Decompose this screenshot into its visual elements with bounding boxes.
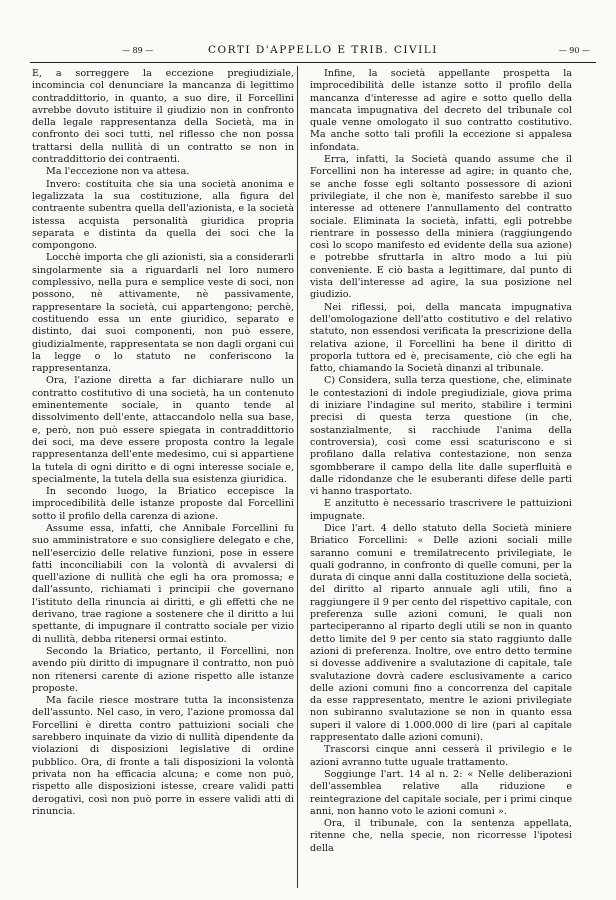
paragraph: Ma facile riesce mostrare tutta la inconsistenza dell'assunto. Nel caso, in vero, l'azione promossa dal Forcellini è diretta contro pattuizioni sociali che sarebbero inquinate da vizio di nullità dipendente da violazioni di disposizioni legislative di ordine pubblico. Ora, di fronte a tali disposizioni la volontà privata non ha efficacia alcuna; e come non può, rispetto alle disposizioni istesse, creare validi patti derogativi, così non può porre in essere validi atti di rinuncia. (32, 695, 294, 817)
running-header (30, 44, 596, 60)
paragraph: C) Considera, sulla terza questione, che, eliminate le contestazioni di indole pregiudiziale, giova prima di iniziare l'indagine sul merito, stabilire i termini precisi di questa terza questione (in che, sostanzialmente, si racchiude l'anima della controversia), così come essi scaturiscono e si profilano dalla relativa contestazione, non senza sgombberare il campo della lite dalle superfluità e dalle ridondanze che le esuberanti difese delle parti vi hanno trasportato. (310, 375, 572, 498)
paragraph: Erra, infatti, la Società quando assume che il Forcellini non ha interesse ad agire; in quanto che, se anche fosse egli soltanto possessore di azioni privilegiate, il che non è, manifesto sarebbe il suo interesse ad ottenere l'annullamento del contratto sociale. Eliminata la società, infatti, egli potrebbe rientrare in possesso della miniera (raggiungendo così lo scopo manifesto ed evidente della sua azione) e potrebbe sfruttarla in altro modo a lui più conveniente. E ciò basta a legittimare, dal punto di vista dell'interesse ad agire, la sua posizione nel giudizio. (310, 154, 572, 301)
header-rule (30, 62, 596, 63)
right-column (310, 68, 572, 855)
paragraph: E anzitutto è necessario trascrivere le pattuizioni impugnate. (310, 498, 572, 522)
paragraph: Trascorsi cinque anni cesserà il privilegio e le azioni avranno tutte uguale trattamento. (310, 744, 572, 768)
paragraph: Dice l'art. 4 dello statuto della Società miniere Briatico Forcellini: « Delle azioni sociali mille saranno comuni e tremilatrecento privilegiate, le quali godranno, in confronto di quelle comuni, per la durata di cinque anni dalla costituzione della società, del diritto al riparto annuale agli utili, fino a raggiungere il 9 per cento del rispettivo capitale, con preferenza sulle azioni comuni, le quali non parteciperanno al riparto degli utili se non in quanto detto limite del 9 per cento sia stato raggiunto dalle azioni di preferenza. Inoltre, ove entro detto termine si dovesse addivenire a svalutazione di capitale, tale svalutazione dovrà cadere esclusivamente a carico delle azioni comuni fino a concorrenza del capitale da esse rappresentato, mentre le azioni privilegiate non subiranno svalutazione se non in quanto essa superi il valore di 1.000.000 di lire (pari al capitale rappresentato dalle azioni comuni). (310, 522, 572, 744)
paragraph: E, a sorreggere la eccezione pregiudiziale, incomincia col denunciare la mancanza di legittimo contraddittorio, in quanto, a suo dire, il Forcellini avrebbe dovuto istituire il giudizio non in confronto della legale rappresentanza della Società, ma in confronto dei soci tutti, nel riflesso che non possa trattarsi della nullità di un contratto se non in contraddittorio dei contraenti. (32, 68, 294, 166)
paragraph: Secondo la Briatico, pertanto, il Forcellini, non avendo più diritto di impugnare il contratto, non può non ritenersi carente di azione rispetto alle istanze proposte. (32, 645, 294, 694)
paragraph: In secondo luogo, la Briatico eccepisce la improcedibilità delle istanze proposte dal Forcellini sotto il profilo della carenza di azione. (32, 486, 294, 522)
paragraph: Nei riflessi, poi, della mancata impugnativa dell'omologazione dell'atto costitutivo e del relativo statuto, non essendosi verificata la prescrizione della relativa azione, il Forcellini ha bene il diritto di proporla tuttora ed è, precisamente, ciò che egli ha fatto, chiamando la Società dinanzi al tribunale. (310, 301, 572, 375)
page-number-left: — 89 — (122, 46, 154, 55)
paragraph: Assume essa, infatti, che Annibale Forcellini fu suo amministratore e suo consigliere delegato e che, nell'esercizio delle relative funzioni, pose in essere fatti inconciliabili con la volontà di avvalersi di quell'azione di nullità che egli ha ora promossa; e dall'assunto, richiamati i principii che governano l'istituto della rinuncia ai diritti, e gli effetti che ne derivano, trae ragione a sostenere che il diritto a lui spettante, di impugnare il contratto sociale per vizio di nullità, debba ritenersi ormai estinto. (32, 522, 294, 645)
page-number-right: — 90 — (558, 46, 590, 55)
column-divider (297, 66, 298, 888)
left-column (32, 68, 294, 818)
paragraph: Infine, la società appellante prospetta la improcedibilità delle istanze sotto il profilo della mancanza d'interesse ad agire e sotto quello della mancata impugnativa del decreto del tribunale col quale venne omologato il suo contratto costitutivo. Ma anche sotto tali profili la eccezione si appalesa infondata. (310, 68, 572, 153)
paragraph: Ma l'eccezione non va attesa. (46, 166, 190, 178)
paragraph: Ora, il tribunale, con la sentenza appellata, ritenne che, nella specie, non ricorresse l'ipotesi della (310, 818, 572, 854)
running-title: CORTI D'APPELLO E TRIB. CIVILI (208, 44, 438, 56)
paragraph: Soggiunge l'art. 14 al n. 2: « Nelle deliberazioni dell'assemblea relative alla riduzione e reintegrazione del capitale sociale, per i primi cinque anni, non hanno voto le azioni comuni ». (310, 768, 572, 817)
paragraph: Locchè importa che gli azionisti, sia a considerarli singolarmente sia a riguardarli nel loro numero complessivo, nella pura e semplice veste di soci, non possono, nè attivamente, nè passivamente, rappresentare la società, cui appartengono; perchè, costituendo essa un ente giuridico, separato e distinto, dai suoi componenti, non può essere, giudizialmente, rappresentata se non dagli organi cui la legge o lo statuto ne conferiscono la rappresentanza. (32, 252, 294, 375)
paragraph: Ora, l'azione diretta a far dichiarare nullo un contratto costitutivo di una società, ha un contenuto eminentemente sociale, in quanto tende al dissolvimento dell'ente, attaccandolo nella sua base, e, però, non può essere spiegata in contraddittorio dei soci, ma deve essere proposta contro la legale rappresentanza dell'ente medesimo, cui si appartiene la tutela di ogni diritto e di ogni interesse sociale e, specialmente, la tutela della sua esistenza giuridica. (32, 375, 294, 485)
paragraph: Invero: costituita che sia una società anonima e legalizzata la sua costituzione, alla figura del contraente subentra quella dell'azionista, e la società istessa acquista personalità giuridica propria separata e distinta da quella dei soci che la compongono. (32, 178, 294, 252)
